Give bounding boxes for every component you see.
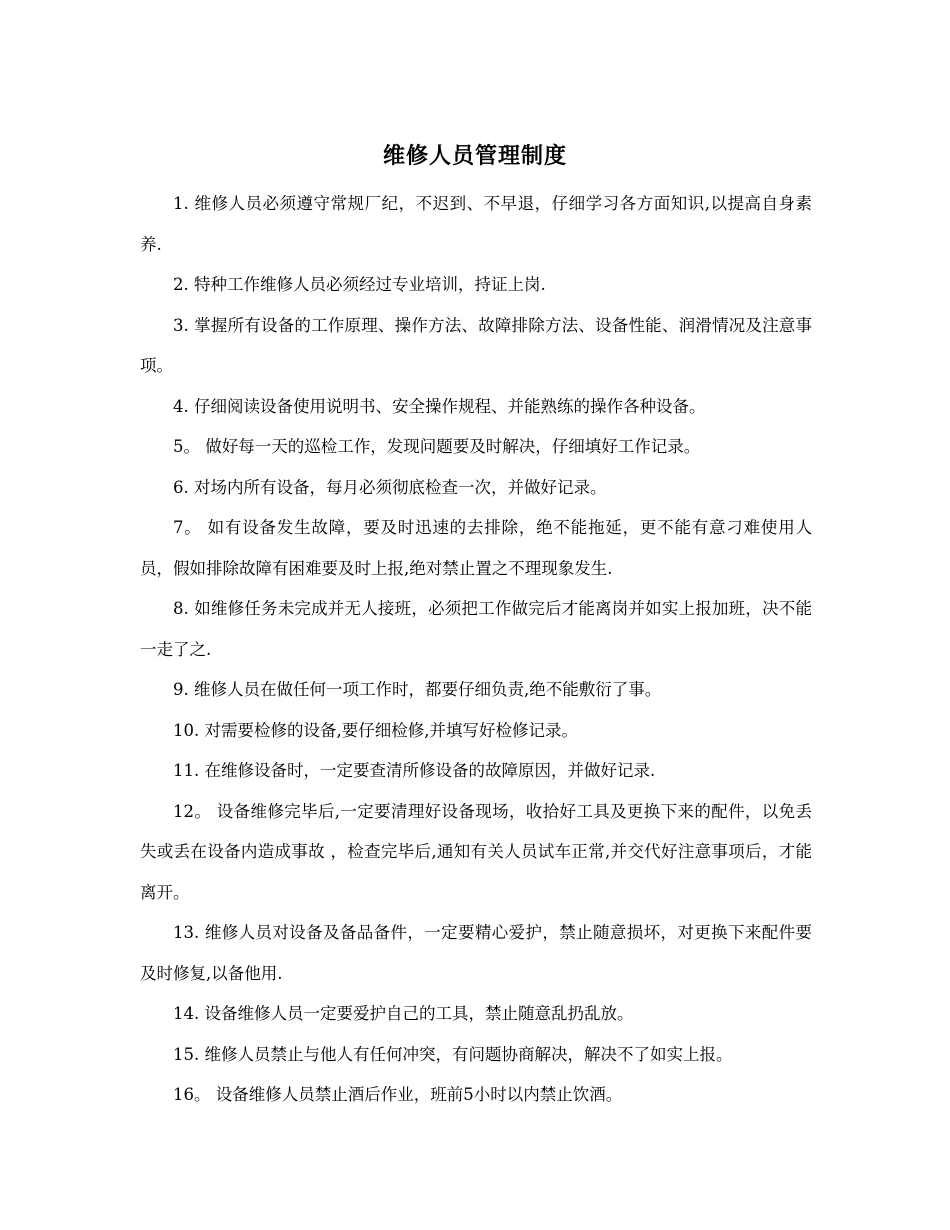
rule-item-12: 12。 设备维修完毕后,一定要清理好设备现场，收拾好工具及更换下来的配件，以免丢失或丢在设备内造成事故 ，检查完毕后,通知有关人员试车正常,并交代好注意事项后，才能离开。 <box>140 801 812 902</box>
rule-item-11: 11. 在维修设备时，一定要查清所修设备的故障原因，并做好记录. <box>173 761 656 780</box>
rule-item-16: 16。 设备维修人员禁止酒后作业，班前5小时以内禁止饮酒。 <box>173 1085 623 1104</box>
document-title: 维修人员管理制度 <box>382 144 567 169</box>
document-body <box>140 184 812 1116</box>
rule-item-1: 1. 维修人员必须遵守常规厂纪，不迟到、不早退，仔细学习各方面知识,以提高自身素养. <box>140 194 812 254</box>
rule-item-7: 7。 如有设备发生故障，要及时迅速的去排除，绝不能拖延，更不能有意刁难使用人员，假如排除故障有困难要及时上报,绝对禁止置之不理现象发生. <box>140 518 812 578</box>
rule-item-6: 6. 对场内所有设备，每月必须彻底检查一次，并做好记录。 <box>173 477 607 497</box>
rule-item-14: 14. 设备维修人员一定要爱护自己的工具，禁止随意乱扔乱放。 <box>173 1004 634 1023</box>
rule-item-8: 8. 如维修任务未完成并无人接班，必须把工作做完后才能离岗并如实上报加班，决不能一走了之. <box>140 599 812 659</box>
rule-item-3: 3. 掌握所有设备的工作原理、操作方法、故障排除方法、设备性能、润滑情况及注意事项。 <box>140 315 812 375</box>
rule-item-9: 9. 维修人员在做任何一项工作时，都要仔细负责,绝不能敷衍了事。 <box>173 680 662 699</box>
rule-item-13: 13. 维修人员对设备及备品备件，一定要精心爱护，禁止随意损坏，对更换下来配件要及时修复,以备他用. <box>140 923 812 983</box>
rule-item-2: 2. 特种工作维修人员必须经过专业培训，持证上岗. <box>173 275 546 294</box>
rule-item-4: 4. 仔细阅读设备使用说明书、安全操作规程、并能熟练的操作各种设备。 <box>173 396 706 416</box>
rule-item-5: 5。 做好每一天的巡检工作，发现问题要及时解决，仔细填好工作记录。 <box>173 437 701 456</box>
rule-item-10: 10. 对需要检修的设备,要仔细检修,并填写好检修记录。 <box>173 720 578 740</box>
rule-item-15: 15. 维修人员禁止与他人有任何冲突，有问题协商解决，解决不了如实上报。 <box>173 1044 733 1064</box>
